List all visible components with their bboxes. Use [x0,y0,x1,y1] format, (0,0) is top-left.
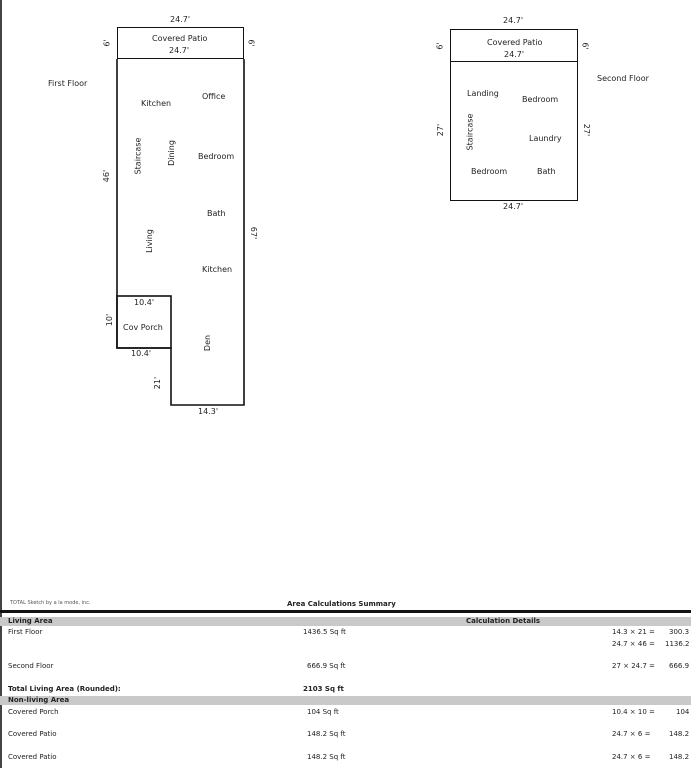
summary-title: Area Calculations Summary [287,600,396,608]
sf-patio-bottom-dim: 24.7' [504,50,525,59]
sf-room-bedroom-1: Bedroom [522,95,559,104]
sf-room-bedroom-2: Bedroom [471,167,508,176]
total-living-label: Total Living Area (Rounded): [8,685,121,693]
room-office: Office [202,92,226,101]
sf-room-bath: Bath [537,167,556,176]
row-second-floor-calc-1: 27 × 24.7 = [612,662,655,670]
room-kitchen-1: Kitchen [141,99,172,108]
row-first-floor-calc-1: 14.3 × 21 = [612,628,655,636]
row-covered-porch-name: Covered Porch [8,708,59,716]
patio-top-dim: 24.7' [170,15,191,24]
row-covered-patio-1-val: 148.2 [669,730,690,738]
total-living-value: 2103 Sq ft [303,685,344,693]
sf-bottom-dim: 24.7' [503,202,524,211]
room-bedroom: Bedroom [198,152,235,161]
porch-top-dim: 10.4' [134,298,155,307]
row-covered-patio-1-calc: 24.7 × 6 = [612,730,651,738]
sf-patio-right-dim: 6' [580,42,590,50]
first-floor-bottom-left-dim: 21' [153,376,163,390]
non-living-header: Non-living Area [8,696,70,704]
room-dining: Dining [166,140,176,166]
second-floor-label: Second Floor [597,74,649,83]
sf-room-laundry: Laundry [529,134,562,143]
porch-bottom-dim: 10.4' [131,349,152,358]
first-floor-right-dim: 67' [249,226,259,240]
sketch-credit: TOTAL Sketch by a la mode, inc. [10,600,91,606]
sf-patio-left-dim: 6' [435,42,445,50]
row-covered-porch-val: 104 [676,708,690,716]
sf-patio-label: Covered Patio [487,38,543,47]
row-covered-porch-calc: 10.4 × 10 = [612,708,655,716]
first-floor-bottom-dim: 14.3' [198,407,219,416]
living-area-header: Living Area [8,617,53,625]
sf-room-landing: Landing [467,89,499,98]
row-covered-patio-1-name: Covered Patio [8,730,57,738]
room-kitchen-2: Kitchen [202,265,233,274]
sf-left-dim: 27' [436,123,446,137]
row-covered-porch-area: 104 Sq ft [307,708,339,716]
row-second-floor-name: Second Floor [8,662,54,670]
row-first-floor-calc-2: 24.7 × 46 = [612,640,655,648]
non-living-header-bar [0,696,691,705]
sf-patio-top-dim: 24.7' [503,16,524,25]
porch-label: Cov Porch [123,323,163,332]
patio-bottom-dim: 24.7' [169,46,190,55]
row-covered-patio-2-name: Covered Patio [8,753,57,761]
room-living: Living [144,229,154,253]
sf-right-dim: 27' [582,123,592,137]
summary-top-rule [0,610,691,613]
row-covered-patio-2-area: 148.2 Sq ft [307,753,346,761]
row-second-floor-area: 666.9 Sq ft [307,662,346,670]
room-staircase: Staircase [133,137,143,175]
calc-details-header: Calculation Details [466,617,541,625]
porch-left-dim: 10' [105,313,115,327]
row-first-floor-name: First Floor [8,628,43,636]
row-first-floor-val-1: 300.3 [669,628,690,636]
living-area-header-bar [0,617,691,626]
row-covered-patio-1-area: 148.2 Sq ft [307,730,346,738]
first-floor-label: First Floor [48,79,88,88]
patio-right-dim: 6' [246,39,256,47]
row-covered-patio-2-calc: 24.7 × 6 = [612,753,651,761]
row-first-floor-area: 1436.5 Sq ft [303,628,346,636]
sf-room-staircase: Staircase [465,113,475,151]
row-second-floor-val-1: 666.9 [669,662,690,670]
patio-label: Covered Patio [152,34,208,43]
patio-left-dim: 6' [102,39,112,47]
room-bath: Bath [207,209,226,218]
room-den: Den [203,334,213,352]
row-first-floor-val-2: 1136.2 [665,640,690,648]
row-covered-patio-2-val: 148.2 [669,753,690,761]
first-floor-left-dim: 46' [102,169,112,183]
